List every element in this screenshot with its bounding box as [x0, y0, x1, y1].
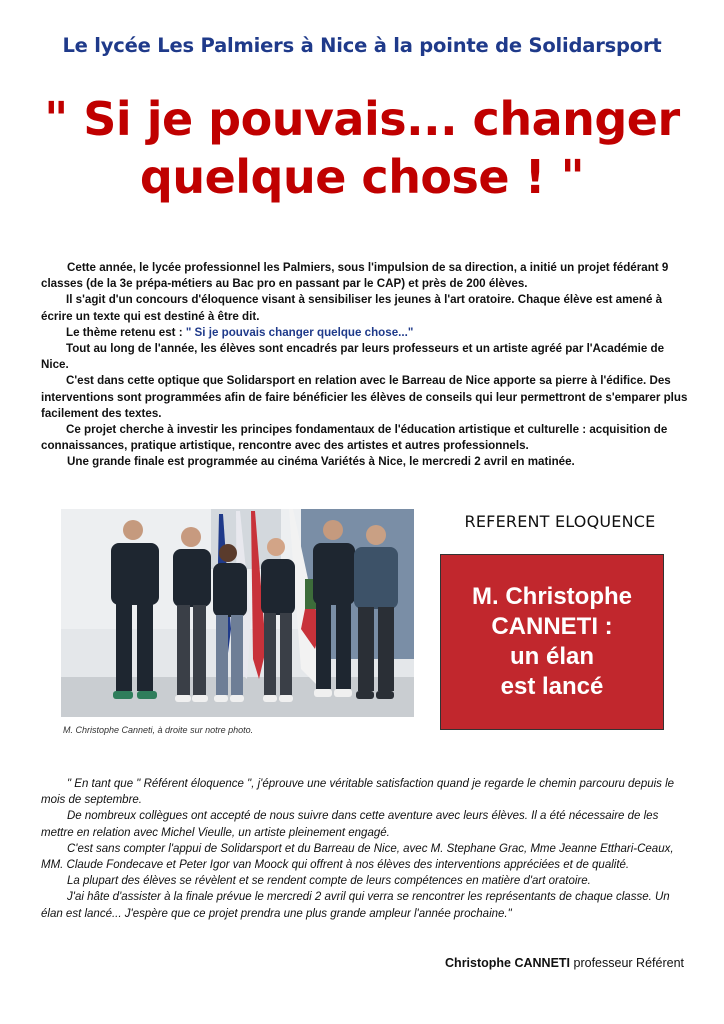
intro-article: [41, 260, 691, 471]
intro-paragraph: Il s'agit d'un concours d'éloquence visant à sensibiliser les jeunes à l'art oratoire. Chaque élève est amené à écrire un texte qui est destiné à être dit.: [41, 293, 663, 323]
referent-box-line: un élan: [509, 643, 594, 670]
headline-line-1: " Si je pouvais... changer: [44, 92, 680, 146]
page-headline: [0, 90, 724, 206]
intro-paragraph: Une grande finale est programmée au cinéma Variétés à Nice, le mercredi 2 avril en matinée.: [67, 455, 575, 469]
theme-quote: " Si je pouvais changer quelque chose...": [185, 325, 414, 339]
referent-box-line: CANNETI :: [491, 613, 613, 640]
referent-box-line: est lancé: [500, 673, 604, 700]
quote-paragraph: La plupart des élèves se révèlent et se rendent compte de leurs compétences en matière d'art oratoire.: [67, 875, 591, 888]
intro-paragraph-theme: [41, 325, 691, 341]
intro-paragraph: Cette année, le lycée professionnel les Palmiers, sous l'impulsion de sa direction, a initié un projet fédérant 9 classes (de la 3e prépa-métiers au Bac pro en passant par le CAP) et près de 200 élèves.: [41, 261, 669, 291]
quote-paragraph: De nombreux collègues ont accepté de nous suivre dans cette aventure avec leurs élèves. Il a été nécessaire de les mettre en relation avec Michel Vieulle, un artiste pleinement engagé.: [41, 810, 659, 839]
signature: [445, 956, 684, 970]
referent-highlight-box: [440, 554, 664, 730]
referent-label: REFERENT ELOQUENCE: [464, 512, 656, 531]
signature-name: Christophe CANNETI: [445, 956, 571, 970]
photo-caption: M. Christophe Canneti, à droite sur notre photo.: [63, 725, 254, 735]
referent-box-line: M. Christophe: [472, 583, 632, 610]
intro-paragraph: Ce projet cherche à investir les principes fondamentaux de l'éducation artistique et culturelle : acquisition de connaissances, pratique artistique, rencontre avec des artistes et autres professionnels.: [41, 423, 668, 453]
headline-line-2: quelque chose ! ": [139, 150, 585, 204]
intro-paragraph: Tout au long de l'année, les élèves sont encadrés par leurs professeurs et un artiste agréé par l'Académie de Nice.: [41, 342, 665, 372]
group-photo: [61, 509, 414, 717]
theme-prefix: Le thème retenu est :: [66, 325, 186, 339]
page-subtitle: Le lycée Les Palmiers à Nice à la pointe de Solidarsport: [62, 34, 662, 57]
quote-paragraph: " En tant que " Référent éloquence ", j'éprouve une véritable satisfaction quand je regarde le chemin parcouru depuis le mois de septembre.: [41, 778, 675, 807]
intro-paragraph: C'est dans cette optique que Solidarsport en relation avec le Barreau de Nice apporte sa pierre à l'édifice. Des interventions sont programmées afin de faire bénéficier les élèves de conseils qui leur permettront de s'emparer plus facilement des textes.: [41, 374, 688, 420]
signature-role: professeur Référent: [573, 956, 684, 970]
quote-paragraph: C'est sans compter l'appui de Solidarsport et du Barreau de Nice, avec M. Stephane Grac, Mme Jeanne Etthari-Ceaux, MM. Claude Fondecave et Peter Igor van Moock qui offrent à nos élèves des interventions appréciées et de qualité.: [41, 842, 674, 872]
quote-paragraph: J'ai hâte d'assister à la finale prévue le mercredi 2 avril qui verra se rencontrer les représentants de chaque classe. Un élan est lancé... J'espère que ce projet prendra une plus grande ampleur l'année prochaine.": [41, 891, 670, 920]
referent-quote: [41, 776, 686, 922]
